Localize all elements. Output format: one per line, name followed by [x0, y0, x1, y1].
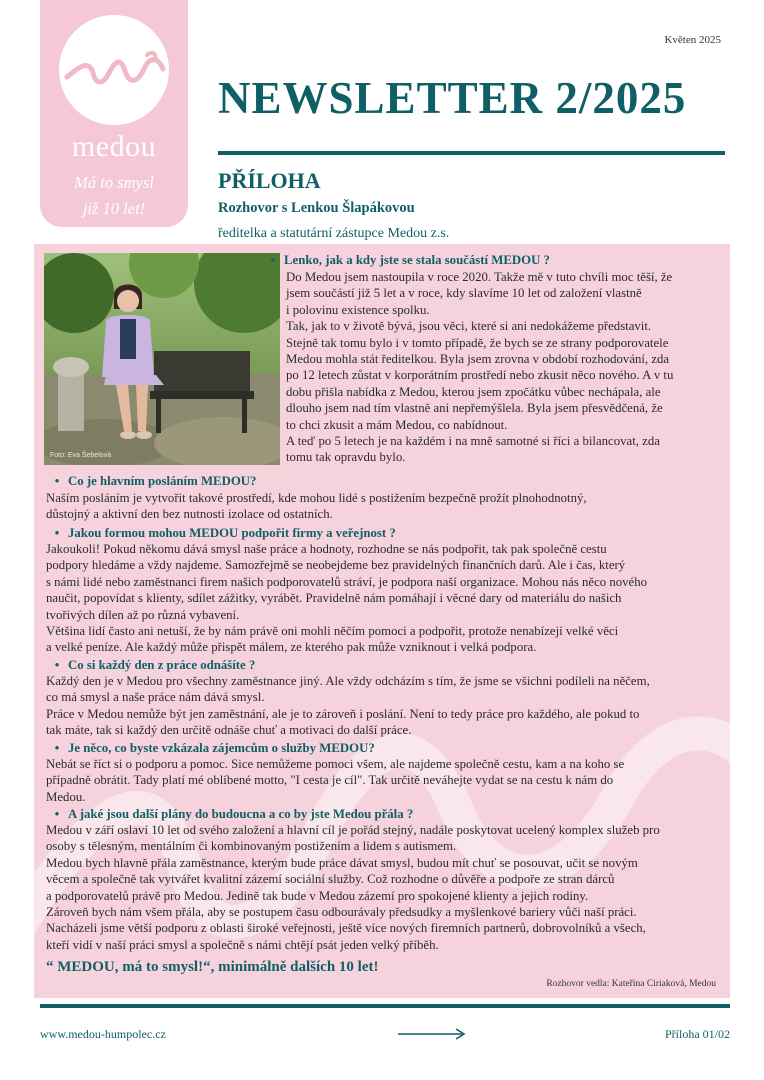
answer-line: to chci zkusit a mám Medou, co nabídnout.: [286, 417, 508, 432]
bullet-icon: •: [54, 474, 60, 488]
question-4: [46, 657, 255, 674]
answer-6: [46, 822, 660, 953]
answer-line: Práce v Medou nemůže být jen zaměstnání, ale je to zároveň i poslání. Není to tedy práce pro každého, ale pokud to: [46, 706, 640, 721]
answer-line: kteří vidí v naší práci smysl a společně s námi chtějí psát jeden velký příběh.: [46, 937, 439, 952]
answer-4: [46, 673, 650, 739]
answer-line: Medou v září oslaví 10 let od svého založení a hlavní cíl je pořád stejný, nadále poskytovat ucelený komplex služeb pro: [46, 823, 660, 837]
logo-slogan-line1: Má to smysl: [74, 173, 154, 192]
question-4-text: Co si každý den z práce odnášíte ?: [68, 658, 256, 672]
closing-slogan: “ MEDOU, má to smysl!“, minimálně dalších 10 let!: [46, 959, 379, 975]
interviewer-credit: Rozhovor vedla: Kateřina Ciriaková, Medou: [546, 979, 716, 989]
answer-line: Každý den je v Medou pro všechny zaměstnance jiný. Ale vždy odcházím s tím, že jsme se všichni podíleli na něčem,: [46, 674, 650, 688]
answer-line: důstojný a aktivní den bez nutnosti izolace od ostatních.: [46, 507, 333, 522]
bullet-icon: •: [54, 526, 60, 540]
logo-slogan: [40, 170, 188, 222]
interviewee-role: ředitelka a statutární zástupce Medou z.s.: [218, 226, 450, 241]
question-5-text: Je něco, co byste vzkázala zájemcům o služby MEDOU?: [68, 741, 375, 755]
bullet-icon: •: [54, 741, 60, 755]
question-3: [46, 525, 396, 542]
photo-credit: Foto: Eva Šebelová: [50, 452, 112, 459]
answer-line: po 12 letech zůstat v korporátním prostředí nebo zkusit něco nového. A v tu: [286, 368, 674, 383]
answer-line: dlouho jsem nad tím vlastně ani nepřemýšlela. Byla jsem přesvědčená, že: [286, 401, 663, 416]
answer-2: [46, 490, 587, 523]
answer-line: Stejně tak tomu bylo i v tomto případě, že bych se ze strany podporovatele: [286, 335, 669, 350]
question-2: [46, 473, 256, 490]
question-2-text: Co je hlavním posláním MEDOU?: [68, 474, 257, 488]
answer-3: [46, 541, 718, 656]
interview-content: [34, 244, 730, 998]
answer-line: tak máte, tak si každý den určitě odnáše chuť a motivaci do další práce.: [46, 723, 412, 738]
answer-line: Tak, jak to v životě bývá, jsou věci, které si ani nedokážeme představit.: [286, 319, 652, 334]
answer-line: tvořivých dílen až po různá vybavení.: [46, 607, 240, 622]
portrait-image: [44, 253, 280, 465]
bullet-icon: •: [270, 253, 276, 267]
question-6: [46, 806, 413, 823]
answer-line: Medou bych hlavně přála zaměstnance, kterým bude práce dávat smysl, budou mít chuť se posouvat, učit se novým: [46, 855, 638, 870]
newsletter-title: NEWSLETTER 2/2025: [218, 73, 687, 123]
answer-line: podpory hledáme a vždy najdeme. Samozřejmě se neobejdeme bez pravidelných finančních darů. Ale i čas, který: [46, 558, 626, 573]
question-1-text: Lenko, jak a kdy jste se stala součástí MEDOU ?: [284, 253, 550, 267]
answer-line: a podporovatelů právě pro Medou. Jedině tak bude v Medou zázemí pro spokojené klienty a jejich rodiny.: [46, 888, 589, 903]
logo-name: medou: [71, 130, 157, 163]
answer-line: i polovinu existence spolku.: [286, 302, 430, 317]
logo-heart-icon: [59, 15, 169, 125]
logo-slogan-line2: již 10 let!: [82, 199, 146, 218]
question-5: [46, 740, 375, 757]
page-number: Příloha 01/02: [665, 1027, 730, 1041]
answer-line: Naším posláním je vytvořit takové prostředí, kde mohou lidé s postižením bezpečně prožít plnohodnotný,: [46, 491, 587, 505]
question-1: [262, 252, 550, 269]
answer-line: Medou.: [46, 789, 86, 804]
answer-line: naučit, popovídat s klienty, sdílet zážitky, vyrábět. Pravidelně nám pomáhají i věcné dary od materiálu do našich: [46, 591, 622, 606]
answer-line: A teď po 5 letech je na každém i na mně samotné si říci a bilancovat, zda: [286, 434, 660, 449]
bullet-icon: •: [54, 807, 60, 821]
answer-line: dobu přišla nabídka z Medou, kterou jsem zpočátku vůbec nechápala, ale: [286, 384, 661, 399]
title-divider: [218, 151, 725, 155]
answer-line: a velké peníze. Ale každý může přispět málem, ze kterého pak může vzniknout i velká podpora.: [46, 640, 537, 655]
answer-line: věcem a společně tak vytvářet kvalitní zázemí sociální služby. Což rozhodne o důvěře a podpoře ze stran dárců: [46, 872, 615, 887]
answer-line: případně obrátit. Tady platí mé oblíbené motto, "I cesta je cíl". Tak určitě neváhejte vydat se na cestu k nám do: [46, 773, 614, 788]
answer-line: Jakoukoli! Pokud někomu dává smysl naše práce a hodnoty, rozhodne se nás podpořit, tak pak společně cestu: [46, 542, 607, 556]
portrait-photo: [44, 253, 280, 465]
answer-line: Zároveň bych nám všem přála, aby se postupem času odbourávaly předsudky a myšlenkové bariery vůči naší práci.: [46, 905, 637, 920]
logo-card: [40, 0, 188, 227]
question-6-text: A jaké jsou další plány do budoucna a co by jste Medou přála ?: [68, 807, 414, 821]
arrow-right-icon[interactable]: [398, 1027, 468, 1041]
issue-date: Květen 2025: [664, 34, 721, 46]
answer-line: Většina lidí často ani netuší, že by nám právě oni mohli něčím pomoci a podpořit, protože nenabízejí velké věci: [46, 624, 619, 639]
answer-line: tomu tak opravdu bylo.: [286, 450, 406, 465]
answer-line: co má smysl a naše práce nám dává smysl.: [46, 690, 265, 705]
answer-line: jsem součástí již 5 let a v roce, kdy slavíme 10 let od založení vlastně: [286, 286, 642, 301]
bullet-icon: •: [54, 658, 60, 672]
answer-line: Do Medou jsem nastoupila v roce 2020. Takže mě v tuto chvíli moc těší, že: [286, 270, 673, 284]
answer-line: osoby s tělesným, mentálním či kombinovaným postižením a lidem s autismem.: [46, 839, 457, 854]
answer-line: s námi lidé nebo zaměstnanci firem našich podporovatelů stráví, je podpora naší organizace. Mohou nás něco nového: [46, 574, 648, 589]
answer-line: Nebát se říct si o podporu a pomoc. Sice nemůžeme pomoci všem, ale najdeme společně cestu, kam a na koho se: [46, 757, 625, 771]
section-heading: PŘÍLOHA: [218, 168, 321, 193]
answer-line: Nacházeli jsme větší podporu z oblasti široké veřejnosti, ještě více nových firemních partnerů, dobrovolníků a všech,: [46, 921, 646, 936]
answer-5: [46, 756, 624, 805]
logo-circle: [59, 15, 169, 125]
website-link[interactable]: www.medou-humpolec.cz: [40, 1027, 166, 1041]
interview-subtitle: Rozhovor s Lenkou Šlapákovou: [218, 200, 415, 216]
answer-1: [286, 269, 673, 466]
answer-line: Medou mohla stát ředitelkou. Byla jsem zrovna v období rozhodování, zda: [286, 352, 670, 367]
footer-divider: [40, 1004, 730, 1008]
question-3-text: Jakou formou mohou MEDOU podpořit firmy a veřejnost ?: [68, 526, 396, 540]
